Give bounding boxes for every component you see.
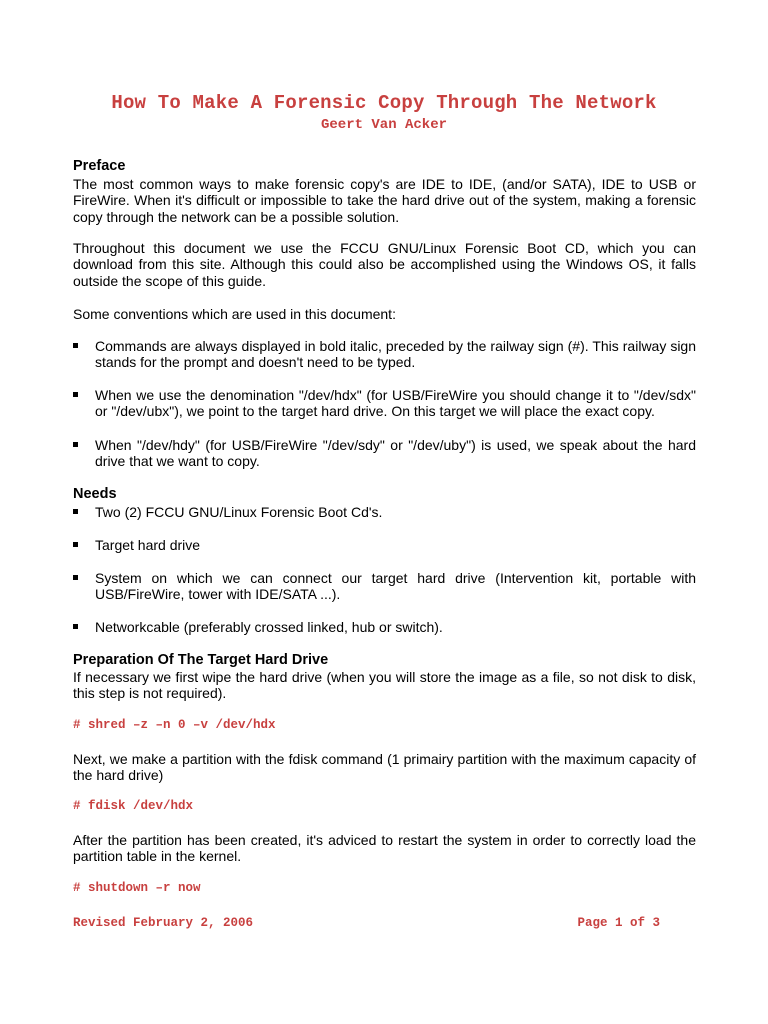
preparation-paragraph-3: After the partition has been created, it's adviced to restart the system in order to correctly load the partition table in the kernel.	[73, 832, 696, 865]
list-item-text: Networkcable (preferably crossed linked, hub or switch).	[95, 619, 443, 635]
list-item-text: When we use the denomination "/dev/hdx" (for USB/FireWire you should change it to "/dev/sdx" or "/dev/ubx"), we point to the target hard drive. On this target we will place the exact copy.	[95, 387, 696, 420]
preface-paragraph-2: Throughout this document we use the FCCU GNU/Linux Forensic Boot CD, which you can download from this site. Although this could also be accomplished using the Windows OS, it falls outside the scope of this guide.	[73, 240, 696, 289]
list-item-text: Target hard drive	[95, 537, 201, 553]
section-heading-needs: Needs	[73, 486, 117, 502]
list-item	[73, 537, 696, 553]
bullet-marker	[73, 509, 78, 514]
section-heading-preface: Preface	[73, 158, 126, 174]
command-line: # shred –z –n 0 –v /dev/hdx	[73, 718, 276, 732]
list-item-text: System on which we can connect our target hard drive (Intervention kit, portable with USB/FireWire, tower with IDE/SATA ...).	[95, 570, 696, 603]
list-item	[73, 387, 696, 420]
bullet-marker	[73, 343, 78, 348]
list-item	[73, 338, 696, 371]
command-line: # shutdown –r now	[73, 881, 201, 895]
list-item	[73, 437, 696, 470]
list-item-text: When "/dev/hdy" (for USB/FireWire "/dev/sdy" or "/dev/uby") is used, we speak about the hard drive that we want to copy.	[95, 437, 696, 470]
list-item	[73, 504, 696, 520]
list-item-text: Commands are always displayed in bold italic, preceded by the railway sign (#). This railway sign stands for the prompt and doesn't need to be typed.	[95, 338, 696, 371]
bullet-marker	[73, 624, 78, 629]
footer-revised-date: Revised February 2, 2006	[73, 916, 254, 930]
bullet-marker	[73, 392, 78, 397]
bullet-marker	[73, 542, 78, 547]
preparation-paragraph-2: Next, we make a partition with the fdisk command (1 primairy partition with the maximum capacity of the hard drive)	[73, 751, 696, 784]
bullet-marker	[73, 442, 78, 447]
command-line: # fdisk /dev/hdx	[73, 799, 194, 813]
footer-page-number: Page 1 of 3	[577, 916, 660, 930]
section-heading-preparation: Preparation Of The Target Hard Drive	[73, 652, 329, 668]
document-author: Geert Van Acker	[320, 117, 448, 133]
list-item-text: Two (2) FCCU GNU/Linux Forensic Boot Cd's.	[95, 504, 383, 520]
preparation-paragraph-1: If necessary we first wipe the hard drive (when you will store the image as a file, so not disk to disk, this step is not required).	[73, 669, 696, 702]
list-item	[73, 570, 696, 603]
bullet-marker	[73, 575, 78, 580]
preface-paragraph-3: Some conventions which are used in this document:	[73, 306, 396, 322]
preface-paragraph-1: The most common ways to make forensic copy's are IDE to IDE, (and/or SATA), IDE to USB or FireWire. When it's difficult or impossible to take the hard drive out of the system, making a forensic copy through the network can be a possible solution.	[73, 176, 696, 225]
list-item	[73, 619, 696, 635]
document-title: How To Make A Forensic Copy Through The Network	[111, 92, 657, 114]
